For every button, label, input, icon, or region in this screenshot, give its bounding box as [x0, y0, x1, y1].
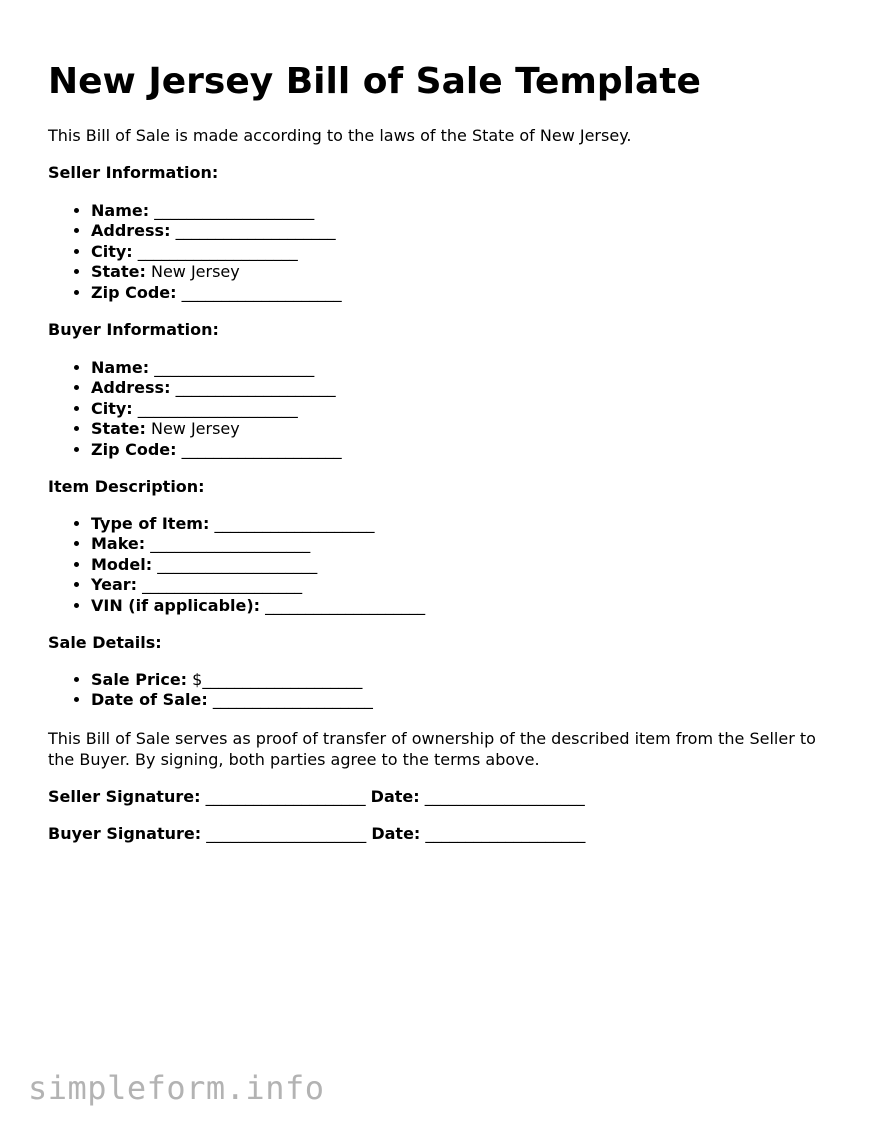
item-vin-field — [91, 596, 425, 616]
field-label: Type of Item: — [91, 514, 210, 533]
seller-fields-list — [48, 201, 342, 303]
field-value: ____________________ — [137, 241, 298, 261]
field-value: ____________________ — [181, 439, 342, 459]
buyer-address-field — [91, 378, 342, 398]
field-value: ____________________ — [157, 554, 318, 574]
field-value: ____________________ — [175, 221, 336, 241]
buyer-city-field — [91, 399, 342, 419]
field-label: Address: — [91, 221, 171, 241]
buyer-section-heading: Buyer Information: — [48, 320, 219, 339]
seller-section-heading: Seller Information: — [48, 163, 219, 182]
page-title: New Jersey Bill of Sale Template — [48, 61, 701, 102]
item-model-field — [91, 555, 425, 575]
field-label: State: — [91, 419, 146, 439]
seller-signature-blank: ____________________ — [205, 787, 366, 806]
buyer-signature-label: Buyer Signature: — [48, 824, 202, 843]
field-label: Address: — [91, 378, 171, 398]
buyer-signature-blank: ____________________ — [206, 824, 367, 843]
closing-paragraph: This Bill of Sale serves as proof of transfer of ownership of the described item from the Seller to the Buyer. By signing, both parties agree to the terms above. — [48, 729, 816, 769]
field-label: Sale Price: — [91, 670, 188, 689]
item-year-field — [91, 575, 425, 595]
seller-city-field — [91, 242, 342, 262]
field-value: New Jersey — [150, 262, 240, 282]
sale-date-field — [91, 690, 373, 710]
field-value: ____________________ — [265, 595, 426, 615]
seller-zip-field — [91, 283, 342, 303]
field-value: ____________________ — [154, 358, 315, 377]
buyer-date-blank: ____________________ — [425, 824, 586, 843]
field-value: ____________________ — [212, 690, 373, 710]
seller-signature-line — [48, 787, 585, 807]
field-value: ____________________ — [181, 282, 342, 302]
buyer-signature-line — [48, 824, 585, 844]
field-label: Date of Sale: — [91, 690, 208, 710]
seller-address-field — [91, 221, 342, 241]
field-label: State: — [91, 262, 146, 282]
field-label: City: — [91, 241, 133, 261]
buyer-zip-field — [91, 440, 342, 460]
field-label: Zip Code: — [91, 439, 177, 459]
item-section-heading: Item Description: — [48, 477, 205, 496]
field-value: ____________________ — [154, 201, 315, 220]
field-value: ____________________ — [214, 514, 375, 533]
sale-fields-list — [48, 670, 373, 711]
field-label: Make: — [91, 534, 146, 554]
sale-section-heading: Sale Details: — [48, 633, 162, 652]
field-value: $____________________ — [192, 670, 363, 689]
field-label: VIN (if applicable): — [91, 595, 261, 615]
sale-price-field — [91, 670, 373, 690]
seller-name-field — [91, 201, 342, 221]
seller-signature-label: Seller Signature: — [48, 787, 201, 806]
buyer-date-label: Date: — [371, 824, 421, 843]
watermark: simpleform.info — [28, 1069, 325, 1107]
field-label: Name: — [91, 201, 150, 220]
seller-date-label: Date: — [370, 787, 420, 806]
seller-date-blank: ____________________ — [424, 787, 585, 806]
buyer-state-field — [91, 419, 342, 439]
field-label: Model: — [91, 554, 153, 574]
intro-paragraph: This Bill of Sale is made according to the laws of the State of New Jersey. — [48, 126, 632, 145]
field-label: Year: — [91, 575, 138, 595]
field-value: New Jersey — [150, 419, 240, 439]
buyer-fields-list — [48, 358, 342, 460]
field-label: Name: — [91, 358, 150, 377]
buyer-name-field — [91, 358, 342, 378]
field-value: ____________________ — [137, 398, 298, 418]
field-value: ____________________ — [175, 378, 336, 398]
field-value: ____________________ — [150, 534, 311, 554]
item-make-field — [91, 534, 425, 554]
field-value: ____________________ — [142, 575, 303, 595]
field-label: Zip Code: — [91, 282, 177, 302]
item-type-field — [91, 514, 425, 534]
item-fields-list — [48, 514, 425, 616]
seller-state-field — [91, 262, 342, 282]
field-label: City: — [91, 398, 133, 418]
